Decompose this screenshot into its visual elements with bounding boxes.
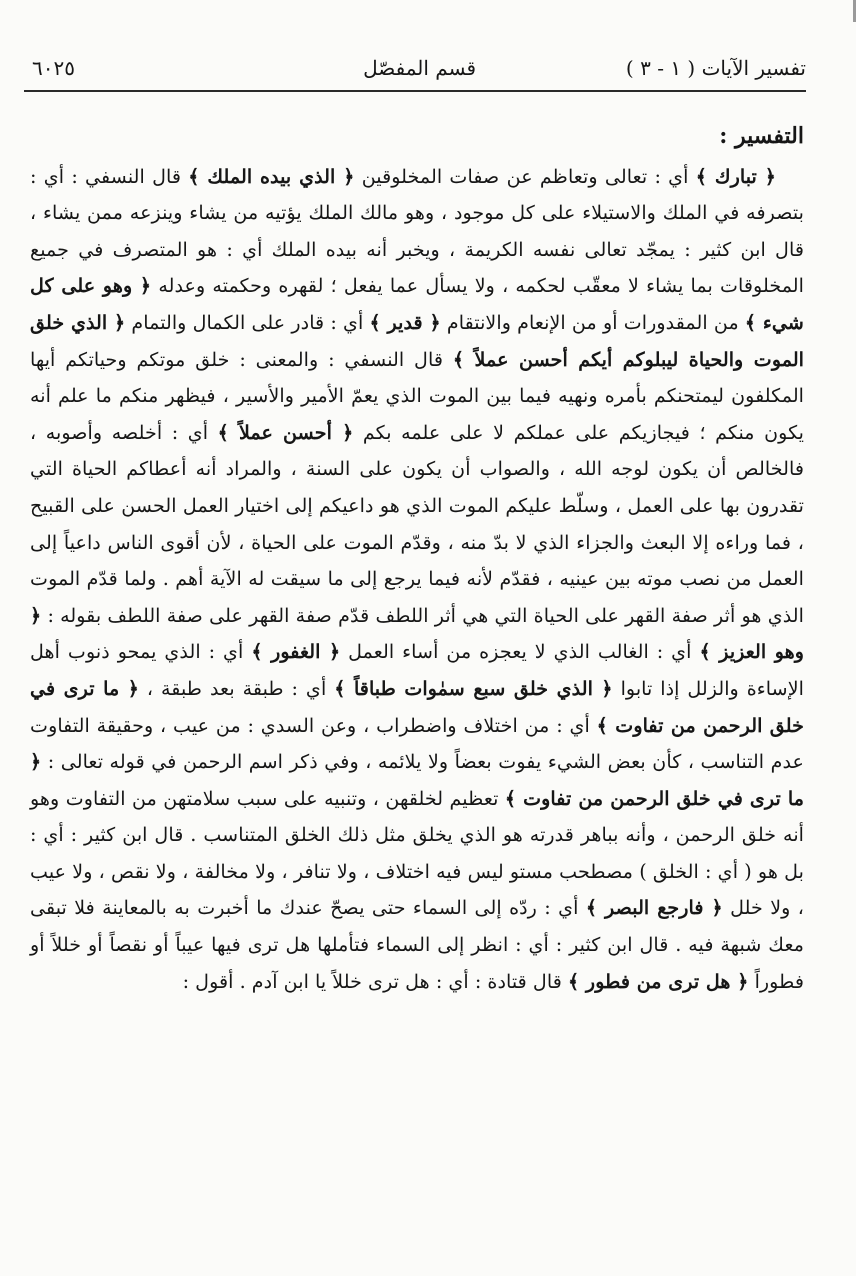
quran-verse-quote: ﴿ تبارك ﴾ bbox=[695, 164, 776, 188]
page-content bbox=[30, 118, 804, 1000]
quran-verse-quote: ﴿ وهو العزيز ﴾ bbox=[30, 603, 805, 664]
commentary-text: أي : الذي يمحو ذنوب أهل الإساءة والزلل إذا تابوا bbox=[30, 640, 804, 700]
commentary-text: أي : تعالى وتعاظم عن صفات المخلوقين bbox=[354, 164, 696, 188]
commentary-text: قال قتادة : أي : هل ترى خللاً يا ابن آدم . أقول : bbox=[182, 969, 568, 993]
commentary-text: أي : طبقة بعد طبقة ، bbox=[138, 676, 335, 700]
quran-verse-quote: ﴿ الذي خلق الموت والحياة ليبلوكم أيكم أحسن عملاً ﴾ bbox=[30, 310, 804, 371]
quran-verse-quote: ﴿ الذي بيده الملك ﴾ bbox=[188, 164, 355, 188]
running-header bbox=[28, 50, 806, 90]
quran-verse-quote: ﴿ ما ترى في خلق الرحمن من تفاوت ﴾ bbox=[30, 676, 805, 737]
header-section-name: قسم المفصّل bbox=[363, 56, 476, 80]
quran-verse-quote: ﴿ أحسن عملاً ﴾ bbox=[217, 420, 354, 444]
commentary-text: أي : من اختلاف واضطراب ، وعن السدي : من عيب ، وحقيقة التفاوت عدم التناسب ، كأن بعض الشيء يفوت بعضاً ولا يلائمه ، وفي ذكر اسم الرحمن في قوله تعالى : bbox=[30, 713, 804, 774]
quran-verse-quote: ﴿ الذي خلق سبع سمٰوات طباقاً ﴾ bbox=[334, 676, 613, 700]
commentary-text: أي : قادر على الكمال والتمام bbox=[125, 310, 370, 334]
commentary-text: قال النسفي : أي : بتصرفه في الملك والاستيلاء على كل موجود ، وهو مالك الملك يؤتيه من يشاء وينزعه ممن يشاء ، قال ابن كثير : يمجّد تعالى نفسه الكريمة ، ويخبر أنه بيده الملك أي : هو المتصرف في جميع المخلوقات بما يشاء لا معقّب لحكمه ، ولا يسأل عما يفعل ؛ لقهره وحكمته وعدله bbox=[30, 164, 805, 298]
header-verses-range: تفسير الآيات ( ١ - ٣ ) bbox=[625, 56, 806, 80]
quran-verse-quote: ﴿ قدير ﴾ bbox=[369, 310, 441, 334]
tafsir-paragraph bbox=[30, 159, 804, 1001]
header-page-number: ٦٠٢٥ bbox=[32, 56, 75, 80]
header-rule bbox=[24, 90, 806, 92]
quran-verse-quote: ﴿ الغفور ﴾ bbox=[251, 640, 341, 664]
quran-verse-quote: ﴿ وهو على كل شيء ﴾ bbox=[30, 274, 804, 334]
section-title: التفسير : bbox=[719, 123, 804, 149]
commentary-text: قال النسفي : والمعنى : خلق موتكم وحياتكم أيها المكلفون ليمتحنكم بأمره ونهيه فيما بين الموت الذي يعمّ الأمير والأسير ، فيظهر منكم ما علم أنه يكون منكم ؛ فيجازيكم على عملكم لا على علمه بكم bbox=[30, 347, 805, 444]
commentary-text: من المقدورات أو من الإنعام والانتقام bbox=[440, 310, 745, 334]
commentary-text: أي : الغالب الذي لا يعجزه من أساء العمل bbox=[340, 640, 700, 664]
commentary-text: أي : ردّه إلى السماء حتى يصحّ عندك ما أخبرت به بالمعاينة فلا تبقى معك شبهة فيه . قال ابن كثير : أي : انظر إلى السماء فتأملها هل ترى فيها عيباً أو نقصاً أو خللاً أو فطوراً bbox=[30, 896, 804, 993]
commentary-text: أي : أخلصه وأصوبه ، فالخالص أن يكون لوجه الله ، والصواب أن يكون على السنة ، والمراد أنه أعطاكم الحياة التي تقدرون بها على العمل ، وسلّط عليكم الموت الذي هو داعيكم إلى اختيار العمل الحسن على القبيح ، فما وراءه إلا البعث والجزاء الذي لا بدّ منه ، وقدّم الموت على الحياة ، لأن أقوى الناس داعياً إلى العمل من نصب موته بين عينيه ، فقدّم لأنه فيما يرجع إلى ما سيقت له الآية أهم . ولما قدّم الموت الذي هو أثر صفة القهر على الحياة التي هي أثر اللطف قدّم صفة القهر على صفة اللطف بقوله : bbox=[30, 420, 804, 627]
commentary-text: تعظيم لخلقهن ، وتنبيه على سبب سلامتهن من التفاوت وهو أنه خلق الرحمن ، وأنه بباهر قدرته هو الذي يخلق مثل ذلك الخلق المتناسب . قال ابن كثير : أي : بل هو ( أي : الخلق ) مصطحب مستو ليس فيه اختلاف ، ولا تنافر ، ولا مخالفة ، ولا نقص ، ولا عيب ، ولا خلل bbox=[30, 786, 804, 920]
quran-verse-quote: ﴿ ما ترى في خلق الرحمن من تفاوت ﴾ bbox=[30, 750, 804, 810]
quran-verse-quote: ﴿ هل ترى من فطور ﴾ bbox=[568, 969, 749, 993]
quran-verse-quote: ﴿ فارجع البصر ﴾ bbox=[585, 896, 723, 920]
